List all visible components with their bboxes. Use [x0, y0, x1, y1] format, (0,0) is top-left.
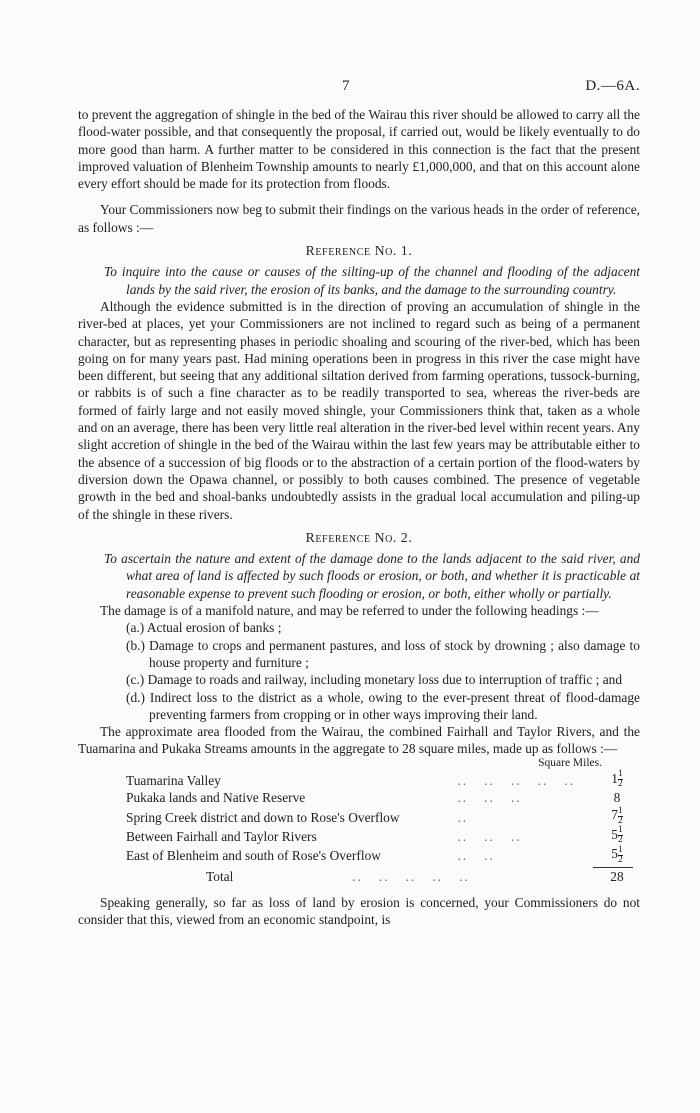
damage-intro: The damage is of a manifold nature, and may be referred to under the following headings :— [100, 603, 599, 619]
list-marker: (b.) [126, 637, 145, 653]
total-label: Total [206, 868, 234, 884]
area-intro: The approximate area flooded from the Wairau, the combined Fairhall and Taylor Rivers, and the Tuamarina and Pukaka Streams amounts in the aggregate to 28 square miles, made up as follows :— [78, 724, 640, 757]
table-row [126, 826, 634, 845]
table-row [126, 806, 634, 825]
list-item [126, 671, 640, 688]
closing-paragraph: Speaking generally, so far as loss of land by erosion is concerned, your Commissioners do not consider that this, viewed from an economic standpoint, is [78, 894, 640, 928]
area-name: Spring Creek district and down to Rose's Overflow [126, 809, 400, 825]
fraction: $\frac{1}{2}$ [617, 769, 623, 790]
table-row [126, 770, 634, 789]
list-item-text: Actual erosion of banks ; [146, 620, 282, 636]
document-reference: D.—6A. [585, 78, 640, 94]
leader-dots: .. .. .. [457, 828, 522, 844]
list-item [126, 689, 640, 724]
leader-dots: .. .. [457, 848, 495, 864]
area-name: East of Blenheim and south of Rose's Overflow [126, 848, 381, 864]
page-body [78, 106, 640, 929]
area-table [126, 770, 634, 865]
total-table [126, 868, 634, 885]
page-number: 7 [342, 78, 350, 94]
paragraph-intro: Your Commissioners now beg to submit their findings on the various heads in the order of reference, as follows :— [78, 202, 640, 235]
total-row [126, 868, 634, 885]
fraction: $\frac{1}{2}$ [617, 844, 623, 865]
damage-list [78, 619, 640, 723]
reference-1-finding: Although the evidence submitted is in the direction of proving an accumulation of shingle in the river-bed at places, yet your Commissioners are not inclined to regard such as being of a permanent character, but as representing phases in periodic shoaling and scouring of the river-bed, which has been going on for many years past. Had mining operations been in progress in this river the case might have been different, but seeing that any additional siltation derived from farming operations, tussock-burning, or rabbits is of such a fine character as to be readily transported to sea, whereas the river-beds are formed of fairly large and not easily moved shingle, your Commissioners think that, taken as a whole and on an average, there has been very little real alteration in the river-bed level within recent years. Any slight accretion of shingle in the bed of the Wairau within the last few years may be attributable either to the absence of a succession of big floods or to the abstraction of a certain portion of the flood-waters by diversion down the Opawa channel, or possibly to both causes combined. The presence of vegetable growth in the bed and shoal-banks undoubtedly assists in the gradual local accumulation and piling-up of the shingle in these rivers. [78, 298, 640, 522]
area-name: Pukaka lands and Native Reserve [126, 790, 306, 806]
list-item [126, 619, 640, 636]
leader-dots: .. .. .. .. .. [352, 868, 470, 884]
area-value: 5 $\frac{1}{2}$ [611, 844, 623, 865]
leader-dots: .. .. .. [457, 790, 522, 806]
reference-1-terms: To inquire into the cause or causes of the silting-up of the channel and flooding of the adjacent lands by the said river, the erosion of its banks, and the damage to the surrounding country. [104, 264, 640, 297]
units-header: Square Miles. [538, 756, 602, 769]
reference-1-heading: Reference No. 1. [305, 243, 413, 259]
area-name: Tuamarina Valley [126, 772, 221, 788]
area-name: Between Fairhall and Taylor Rivers [126, 828, 317, 844]
list-item-text: Indirect loss to the district as a whole, owing to the ever-present threat of flood-damage preventing farmers from cropping or in other ways improving their land. [149, 689, 640, 722]
fraction: $\frac{1}{2}$ [617, 825, 623, 846]
table-row [126, 845, 634, 864]
fraction: $\frac{1}{2}$ [617, 805, 623, 826]
area-value: 7 $\frac{1}{2}$ [611, 805, 623, 826]
area-value: 8 [613, 790, 621, 806]
list-marker: (a.) [126, 620, 145, 636]
page-header [0, 78, 700, 98]
table-row [126, 789, 634, 806]
list-item [126, 637, 640, 672]
reference-2-terms: To ascertain the nature and extent of the damage done to the lands adjacent to the said river, and what area of land is affected by such floods or erosion, or both, and whether it is practicable at reasonable expense to prevent such flooding or erosion, or both, either wholly or partially. [104, 551, 640, 601]
leader-dots: .. [457, 809, 469, 825]
paragraph-continuation: to prevent the aggregation of shingle in the bed of the Wairau this river should be allowed to carry all the flood-water possible, and that consequently the proposal, if carried out, would be likely eventually to do more good than harm. A further matter to be considered in this connection is the fact that the present improved valuation of Blenheim Township amounts to nearly £1,000,000, and that on this account alone every effort should be made for its protection from floods. [78, 107, 640, 192]
reference-2-heading: Reference No. 2. [305, 529, 413, 545]
list-marker: (d.) [126, 689, 145, 705]
leader-dots: .. .. .. .. .. [457, 772, 576, 788]
list-marker: (c.) [126, 672, 145, 688]
area-value: 5 $\frac{1}{2}$ [611, 825, 623, 846]
total-value: 28 [610, 868, 624, 884]
list-item-text: Damage to crops and permanent pastures, and loss of stock by drowning ; also damage to house property and furniture ; [149, 637, 640, 670]
area-value: 1 $\frac{1}{2}$ [611, 769, 623, 790]
list-item-text: Damage to roads and railway, including monetary loss due to interruption of traffic ; and [147, 672, 623, 688]
